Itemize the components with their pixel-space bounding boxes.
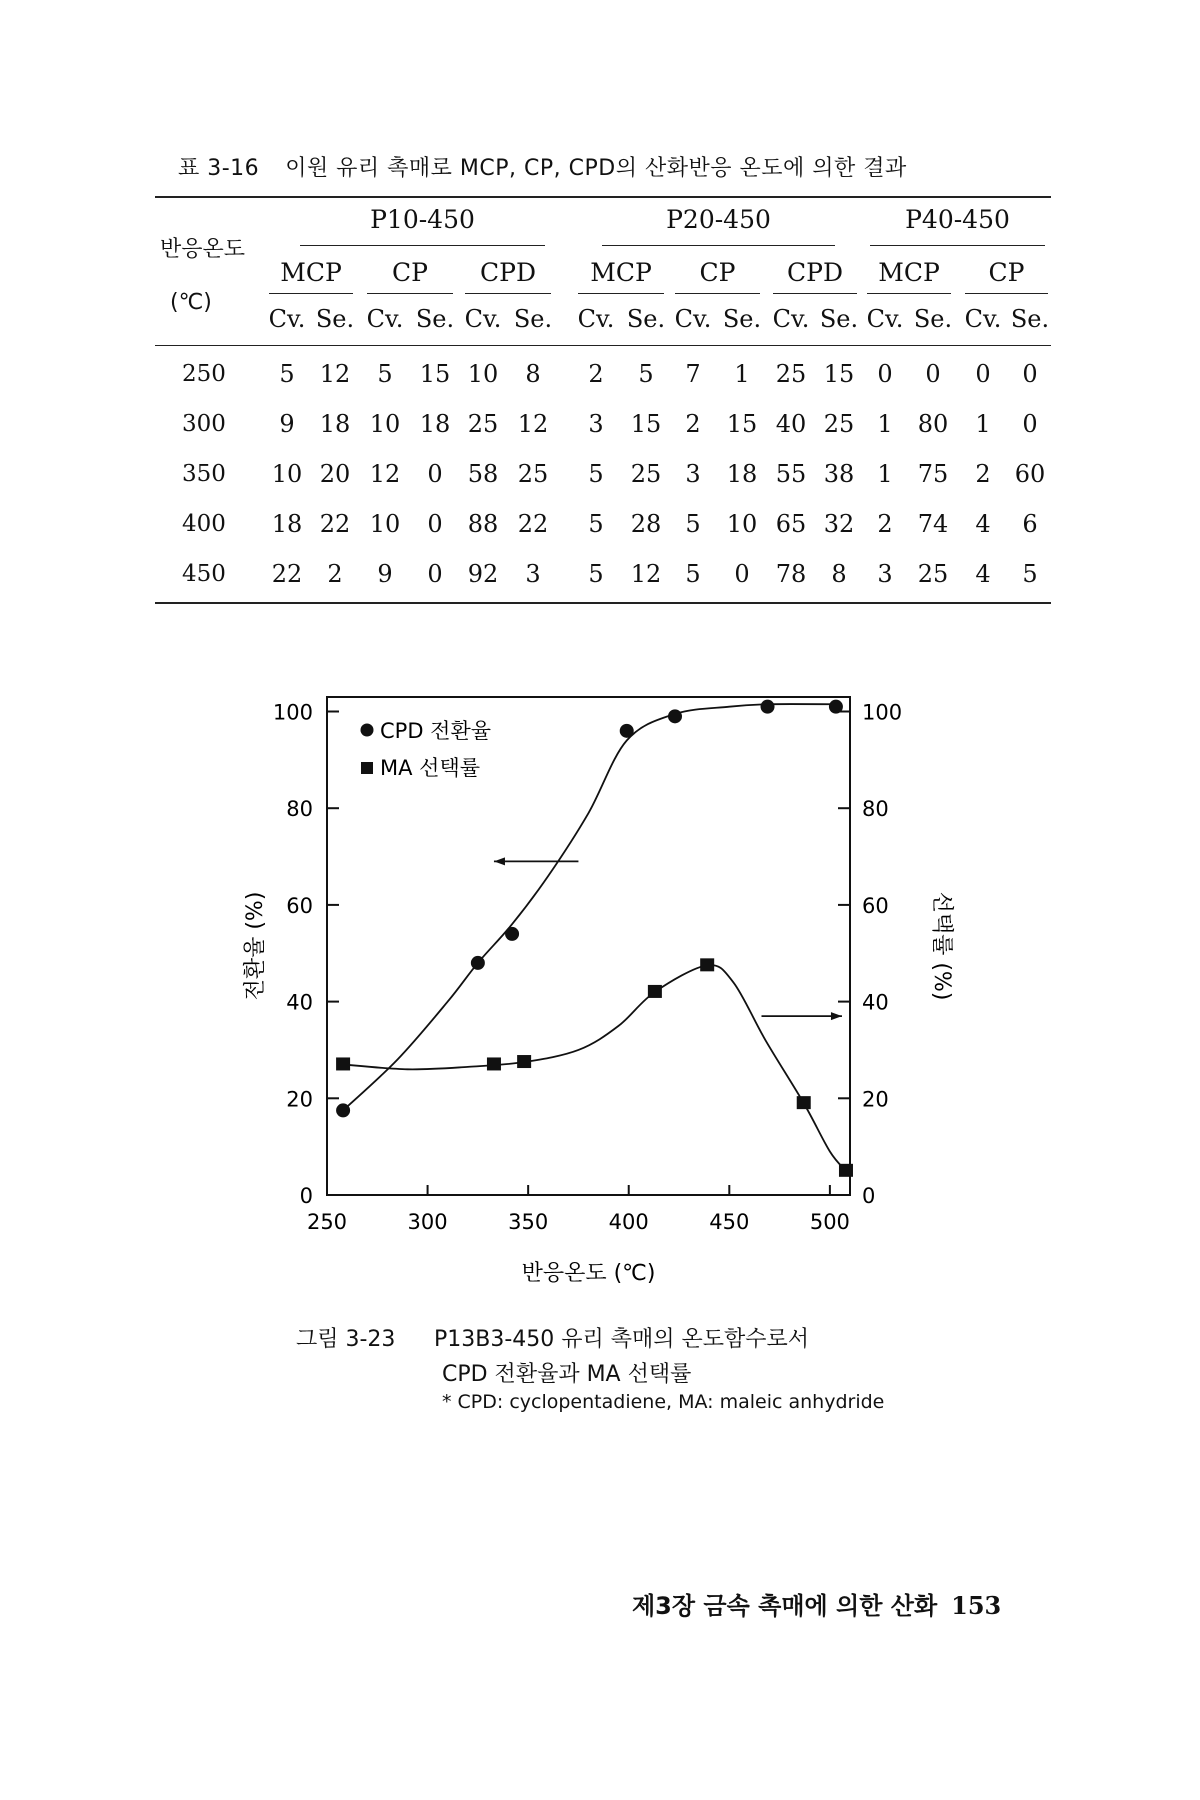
table-cell: 75 <box>917 460 949 488</box>
y-axis-label-left: 전환율 (%) <box>243 891 268 1001</box>
y-tick-label-left: 100 <box>272 700 313 725</box>
table-cell: 1 <box>975 410 991 438</box>
table-cell: 10 <box>369 410 401 438</box>
x-tick-label: 250 <box>306 1210 348 1234</box>
y-tick-label-right: 0 <box>862 1184 876 1208</box>
ma-point <box>487 1057 501 1070</box>
table-cell: 25 <box>823 410 855 438</box>
cpd-point <box>829 700 843 714</box>
table-cell: 5 <box>588 560 604 588</box>
table-cell: 10 <box>467 360 499 388</box>
group-header: P20-450 <box>666 205 771 234</box>
table-cell: 2 <box>877 510 893 538</box>
table-cell: 22 <box>517 510 549 538</box>
compound-header: CP <box>699 258 736 287</box>
sub-header: Cv. <box>577 305 615 333</box>
table-cell: 4 <box>975 510 991 538</box>
row-temperature: 250 <box>182 361 226 387</box>
figure-number: 그림 3-23 <box>296 1327 396 1352</box>
row-header-unit: (℃) <box>170 290 212 315</box>
sub-header: Se. <box>722 305 762 333</box>
sub-header: Se. <box>913 305 953 333</box>
table-cell: 65 <box>775 510 807 538</box>
x-axis-label: 반응온도 (℃) <box>521 1261 656 1286</box>
table-cell: 28 <box>630 510 662 538</box>
y-tick-label-right: 60 <box>862 893 889 918</box>
y-tick-label-right: 80 <box>862 797 889 822</box>
table-cell: 15 <box>630 410 662 438</box>
table-cell: 88 <box>467 510 499 538</box>
table-cell: 38 <box>823 460 855 488</box>
table-cell: 0 <box>427 460 443 488</box>
sub-header: Cv. <box>674 305 712 333</box>
table-cell: 3 <box>525 560 541 588</box>
sub-header: Se. <box>819 305 859 333</box>
table-cell: 12 <box>369 460 401 488</box>
ma-point <box>700 958 714 971</box>
y-tick-label-left: 80 <box>286 797 313 822</box>
table-cell: 2 <box>588 360 604 388</box>
table-cell: 5 <box>377 360 393 388</box>
table-cell: 3 <box>877 560 893 588</box>
table-cell: 40 <box>775 410 807 438</box>
table-cell: 25 <box>517 460 549 488</box>
compound-header: CPD <box>480 258 536 287</box>
sub-header: Cv. <box>866 305 904 333</box>
table-cell: 25 <box>630 460 662 488</box>
table-cell: 80 <box>917 410 949 438</box>
table-cell: 3 <box>685 460 701 488</box>
table-cell: 12 <box>319 360 351 388</box>
row-temperature: 450 <box>182 561 226 587</box>
table-cell: 15 <box>726 410 758 438</box>
table-cell: 20 <box>319 460 351 488</box>
sub-header: Cv. <box>772 305 810 333</box>
table-cell: 10 <box>271 460 303 488</box>
figure-caption-line2: CPD 전환율과 MA 선택률 <box>442 1362 692 1387</box>
table-cell: 18 <box>271 510 303 538</box>
table-cell: 3 <box>588 410 604 438</box>
row-temperature: 300 <box>182 411 226 437</box>
table-cell: 1 <box>877 460 893 488</box>
y-tick-label-right: 20 <box>862 1087 889 1112</box>
legend-cpd-marker <box>361 724 374 737</box>
table-cell: 2 <box>975 460 991 488</box>
table-cell: 12 <box>630 560 662 588</box>
cpd-point <box>505 927 519 941</box>
table-cell: 7 <box>685 360 701 388</box>
table-cell: 15 <box>823 360 855 388</box>
table-cell: 0 <box>877 360 893 388</box>
sub-header: Se. <box>513 305 553 333</box>
table-cell: 25 <box>467 410 499 438</box>
y-tick-label-left: 40 <box>286 990 313 1015</box>
table-cell: 25 <box>775 360 807 388</box>
sub-header: Se. <box>626 305 666 333</box>
ma-selectivity-curve <box>343 965 846 1171</box>
row-temperature: 350 <box>182 461 226 487</box>
cpd-point <box>471 956 485 970</box>
table-title: 이원 유리 촉매로 MCP, CP, CPD의 산화반응 온도에 의한 결과 <box>285 156 907 181</box>
table-cell: 9 <box>377 560 393 588</box>
table-cell: 1 <box>734 360 750 388</box>
chart-annotations <box>494 857 842 1020</box>
table-cell: 8 <box>525 360 541 388</box>
x-tick-label: 450 <box>709 1210 750 1234</box>
table-cell: 9 <box>279 410 295 438</box>
sub-header: Se. <box>315 305 355 333</box>
y-tick-label-left: 60 <box>286 893 313 918</box>
table-cell: 0 <box>1022 360 1038 388</box>
table-cell: 0 <box>427 560 443 588</box>
table-cell: 5 <box>638 360 654 388</box>
figure-caption <box>296 1322 809 1353</box>
legend-ma-label: MA 선택률 <box>380 756 481 780</box>
table-cell: 4 <box>975 560 991 588</box>
cpd-point <box>620 724 634 738</box>
ma-point <box>336 1057 350 1070</box>
table-cell: 8 <box>831 560 847 588</box>
table-cell: 0 <box>925 360 941 388</box>
cpd-point <box>668 709 682 723</box>
table-cell: 58 <box>467 460 499 488</box>
sub-header: Se. <box>1010 305 1050 333</box>
table-cell: 18 <box>319 410 351 438</box>
table-cell: 92 <box>467 560 499 588</box>
y-tick-label-right: 40 <box>862 990 889 1015</box>
legend-ma-marker <box>361 762 373 774</box>
table-cell: 2 <box>327 560 343 588</box>
group-header: P10-450 <box>370 205 475 234</box>
compound-header: MCP <box>280 258 342 287</box>
right-axis-arrow-head <box>831 1012 842 1020</box>
chapter-title: 제3장 금속 촉매에 의한 산화 <box>632 1592 938 1620</box>
sub-header: Se. <box>415 305 455 333</box>
table-cell: 18 <box>419 410 451 438</box>
table-cell: 0 <box>427 510 443 538</box>
compound-header: CP <box>988 258 1025 287</box>
table-cell: 18 <box>726 460 758 488</box>
ma-point <box>648 985 662 998</box>
table-cell: 1 <box>877 410 893 438</box>
table-number: 표 3-16 <box>178 156 260 181</box>
legend-cpd-label: CPD 전환율 <box>380 719 492 743</box>
compound-header: CP <box>392 258 428 287</box>
chart-legend <box>361 719 492 780</box>
ma-point <box>517 1055 531 1068</box>
compound-header: MCP <box>878 258 940 287</box>
table-cell: 22 <box>319 510 351 538</box>
cpd-point <box>336 1103 350 1117</box>
x-tick-label: 350 <box>508 1210 549 1234</box>
sub-header: Cv. <box>366 305 404 333</box>
table-cell: 0 <box>975 360 991 388</box>
y-tick-label-right: 100 <box>862 700 903 725</box>
table-cell: 55 <box>775 460 807 488</box>
figure-footnote: * CPD: cyclopentadiene, MA: maleic anhydride <box>442 1391 885 1413</box>
compound-header: MCP <box>590 258 652 287</box>
table-cell: 12 <box>517 410 549 438</box>
ma-point <box>797 1096 811 1109</box>
table-cell: 10 <box>726 510 758 538</box>
table-cell: 60 <box>1014 460 1046 488</box>
sub-header: Cv. <box>464 305 502 333</box>
table-cell: 5 <box>588 510 604 538</box>
row-temperature: 400 <box>182 511 226 537</box>
figure-caption-line1: P13B3-450 유리 촉매의 온도함수로서 <box>434 1327 810 1352</box>
left-axis-arrow-head <box>494 857 505 865</box>
table-cell: 5 <box>279 360 295 388</box>
y-tick-label-left: 20 <box>286 1087 313 1112</box>
table-cell: 74 <box>917 510 949 538</box>
table-cell: 5 <box>588 460 604 488</box>
x-tick-label: 300 <box>407 1210 448 1234</box>
compound-header: CPD <box>787 258 843 287</box>
table-cell: 6 <box>1022 510 1038 538</box>
table-cell: 0 <box>734 560 750 588</box>
cpd-point <box>761 700 775 714</box>
group-header: P40-450 <box>905 205 1010 234</box>
table-cell: 78 <box>775 560 807 588</box>
table-cell: 5 <box>685 560 701 588</box>
chart-ticks <box>273 701 902 1234</box>
page-footer <box>632 1586 1001 1621</box>
sub-header: Cv. <box>268 305 306 333</box>
table-cell: 0 <box>1022 410 1038 438</box>
table-cell: 25 <box>917 560 949 588</box>
ma-point <box>839 1164 853 1177</box>
page-number: 153 <box>951 1591 1002 1620</box>
table-cell: 5 <box>685 510 701 538</box>
table-cell: 5 <box>1022 560 1038 588</box>
table-cell: 15 <box>419 360 451 388</box>
row-header-label: 반응온도 <box>160 237 246 262</box>
table-cell: 22 <box>271 560 303 588</box>
sub-header: Cv. <box>964 305 1002 333</box>
table-cell: 32 <box>823 510 855 538</box>
x-tick-label: 500 <box>809 1210 850 1234</box>
y-tick-label-left: 0 <box>299 1184 313 1208</box>
y-axis-label-right: 선택률 (%) <box>929 891 954 1001</box>
table-cell: 2 <box>685 410 701 438</box>
x-tick-label: 400 <box>608 1210 649 1234</box>
table-cell: 10 <box>369 510 401 538</box>
